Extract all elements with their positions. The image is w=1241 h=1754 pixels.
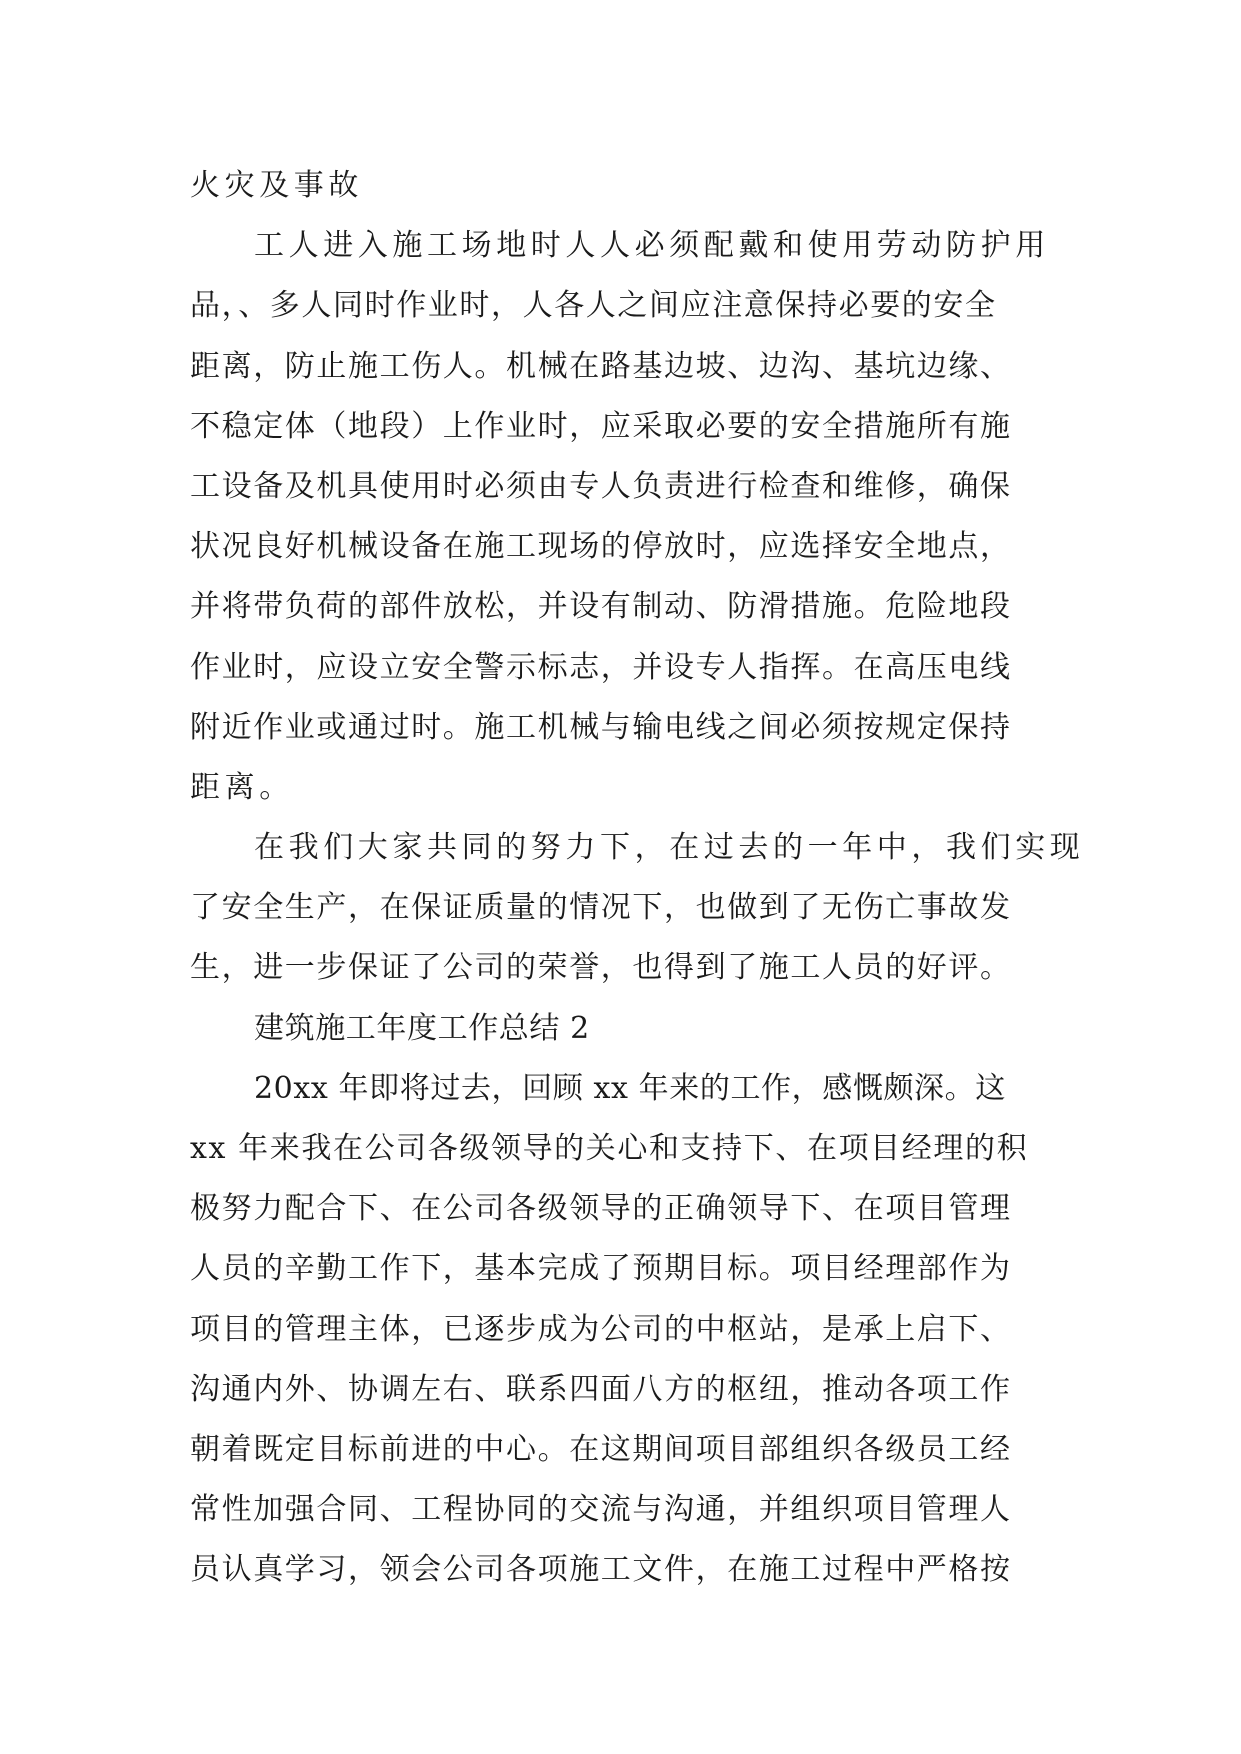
paragraph-first-line: 20xx 年即将过去，回顾 xx 年来的工作，感慨颇深。这 bbox=[254, 1070, 1006, 1106]
text-line: 了安全生产，在保证质量的情况下，也做到了无伤亡事故发 bbox=[190, 890, 1012, 926]
paragraph-first-line: 在我们大家共同的努力下，在过去的一年中，我们实现 bbox=[254, 830, 1085, 866]
text-line: 不稳定体（地段）上作业时，应采取必要的安全措施所有施 bbox=[190, 408, 1012, 444]
text-line: 距离。 bbox=[190, 769, 294, 805]
text-line: 沟通内外、协调左右、联系四面八方的枢纽，推动各项工作 bbox=[190, 1371, 1012, 1407]
text-line: 常性加强合同、工程协同的交流与沟通，并组织项目管理人 bbox=[190, 1492, 1012, 1528]
text-line: 作业时，应设立安全警示标志，并设专人指挥。在高压电线 bbox=[190, 649, 1012, 685]
text-line: 生，进一步保证了公司的荣誉，也得到了施工人员的好评。 bbox=[190, 950, 1012, 986]
text-line: 并将带负荷的部件放松，并设有制动、防滑措施。危险地段 bbox=[190, 589, 1012, 625]
text-line: 品，、多人同时作业时，人各人之间应注意保持必要的安全 bbox=[190, 288, 997, 324]
text-line: 附近作业或通过时。施工机械与输电线之间必须按规定保持 bbox=[190, 709, 1012, 745]
text-line: xx 年来我在公司各级领导的关心和支持下、在项目经理的积 bbox=[190, 1131, 1029, 1166]
document-body bbox=[190, 156, 1085, 1601]
text-line: 项目的管理主体，已逐步成为公司的中枢站，是承上启下、 bbox=[190, 1311, 1012, 1347]
text-line: 员认真学习，领会公司各项施工文件，在施工过程中严格按 bbox=[190, 1552, 1012, 1588]
text-line: 距离，防止施工伤人。机械在路基边坡、边沟、基坑边缘、 bbox=[190, 348, 1012, 384]
section-heading: 建筑施工年度工作总结 2 bbox=[254, 1010, 590, 1046]
text-line: 状况良好机械设备在施工现场的停放时，应选择安全地点， bbox=[190, 529, 1012, 565]
text-line: 极努力配合下、在公司各级领导的正确领导下、在项目管理 bbox=[190, 1191, 1012, 1227]
text-line: 朝着既定目标前进的中心。在这期间项目部组织各级员工经 bbox=[190, 1431, 1012, 1467]
text-line: 人员的辛勤工作下，基本完成了预期目标。项目经理部作为 bbox=[190, 1251, 1012, 1287]
text-line: 工设备及机具使用时必须由专人负责进行检查和维修，确保 bbox=[190, 468, 1012, 504]
text-line: 火灾及事故 bbox=[190, 168, 363, 203]
paragraph-first-line: 工人进入施工场地时人人必须配戴和使用劳动防护用 bbox=[254, 228, 1050, 264]
